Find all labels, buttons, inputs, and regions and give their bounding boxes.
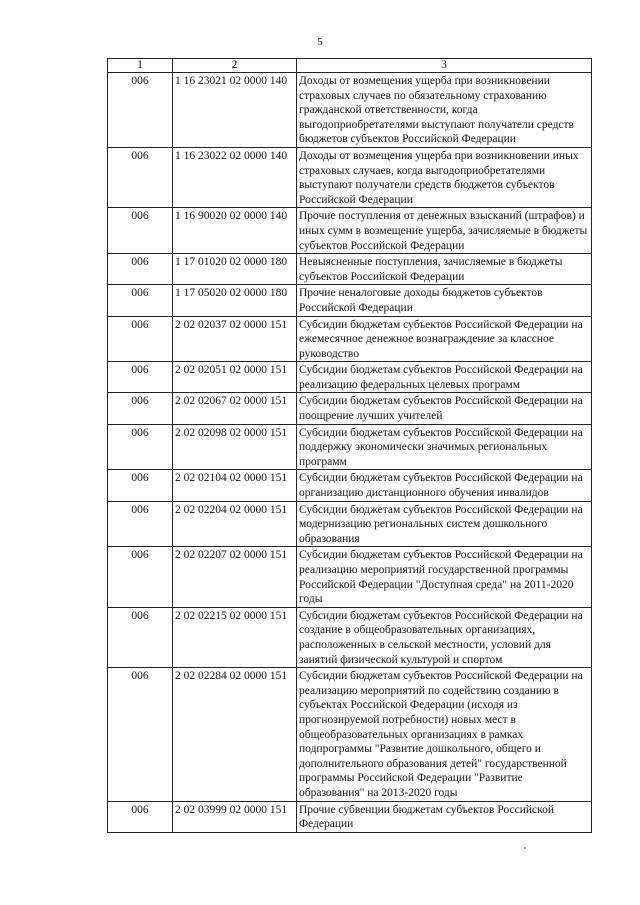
table-row (108, 208, 592, 254)
revenue-name-cell: Субсидии бюджетам субъектов Российской Федерации на поощрение лучших учителей (297, 393, 592, 424)
admin-code-cell: 006 (108, 393, 173, 424)
scan-speck (524, 847, 526, 849)
revenue-name-cell: Прочие поступления от денежных взысканий (штрафов) и иных сумм в возмещение ущерба, зачисляемые в бюджеты субъектов Российской Федерации (297, 208, 592, 254)
revenue-code-cell: 2 02 03999 02 0000 151 (173, 801, 297, 832)
revenue-name-cell: Субсидии бюджетам субъектов Российской Федерации на модернизацию региональных систем дошкольного образования (297, 501, 592, 547)
revenue-code-cell: 2 02 02037 02 0000 151 (173, 316, 297, 362)
admin-code-cell: 006 (108, 254, 173, 285)
table-row (108, 547, 592, 607)
revenue-code-cell: 2 02 02104 02 0000 151 (173, 470, 297, 501)
revenue-name-cell: Доходы от возмещения ущерба при возникновении страховых случаев по обязательному страхованию гражданской ответственности, когда выгодоприобретателями выступают получатели средств бюджетов субъектов Российской Федерации (297, 73, 592, 148)
revenue-code-cell: 2 02 02284 02 0000 151 (173, 668, 297, 801)
admin-code-cell: 006 (108, 362, 173, 393)
revenue-code-cell: 2 02 02098 02 0000 151 (173, 424, 297, 470)
revenue-code-cell: 1 16 23022 02 0000 140 (173, 147, 297, 207)
revenue-code-cell: 2 02 02051 02 0000 151 (173, 362, 297, 393)
table-row (108, 424, 592, 470)
revenue-name-cell: Прочие субвенции бюджетам субъектов Российской Федерации (297, 801, 592, 832)
page-number: 5 (317, 36, 323, 48)
table-row (108, 254, 592, 285)
revenue-code-cell: 2 02 02067 02 0000 151 (173, 393, 297, 424)
table-row (108, 393, 592, 424)
admin-code-cell: 006 (108, 801, 173, 832)
revenue-name-cell: Субсидии бюджетам субъектов Российской Федерации на организацию дистанционного обучения инвалидов (297, 470, 592, 501)
table-row (108, 147, 592, 207)
revenue-name-cell: Субсидии бюджетам субъектов Российской Федерации на реализацию мероприятий по содействию созданию в субъектах Российской Федерации (исходя из прогнозируемой потребности) новых мест в общеобразовательных организациях в рамках подпрограммы "Развитие дошкольного, общего и дополнительного образования детей" государственной программы Российской Федерации "Развитие образования" на 2013-2020 годы (297, 668, 592, 801)
admin-code-cell: 006 (108, 501, 173, 547)
table-row (108, 668, 592, 801)
revenue-code-cell: 1 17 05020 02 0000 180 (173, 285, 297, 316)
table-row (108, 285, 592, 316)
table-row (108, 316, 592, 362)
column-header-1: 1 (108, 59, 173, 73)
table-row (108, 470, 592, 501)
table-row (108, 801, 592, 832)
column-header-3: 3 (297, 59, 592, 73)
revenue-name-cell: Субсидии бюджетам субъектов Российской Федерации на создание в общеобразовательных организациях, расположенных в сельской местности, условий для занятий физической культурой и спортом (297, 607, 592, 667)
admin-code-cell: 006 (108, 607, 173, 667)
table-row (108, 73, 592, 148)
revenue-name-cell: Невыясненные поступления, зачисляемые в бюджеты субъектов Российской Федерации (297, 254, 592, 285)
table-header-row (108, 59, 592, 73)
revenue-name-cell: Субсидии бюджетам субъектов Российской Федерации на реализацию федеральных целевых программ (297, 362, 592, 393)
revenue-code-cell: 2 02 02207 02 0000 151 (173, 547, 297, 607)
revenue-code-cell: 1 16 90020 02 0000 140 (173, 208, 297, 254)
admin-code-cell: 006 (108, 208, 173, 254)
admin-code-cell: 006 (108, 285, 173, 316)
admin-code-cell: 006 (108, 424, 173, 470)
admin-code-cell: 006 (108, 668, 173, 801)
admin-code-cell: 006 (108, 316, 173, 362)
table-row (108, 607, 592, 667)
table-row (108, 501, 592, 547)
admin-code-cell: 006 (108, 547, 173, 607)
admin-code-cell: 006 (108, 73, 173, 148)
revenue-code-cell: 1 16 23021 02 0000 140 (173, 73, 297, 148)
table-row (108, 362, 592, 393)
budget-revenue-table (107, 58, 592, 833)
admin-code-cell: 006 (108, 147, 173, 207)
revenue-name-cell: Прочие неналоговые доходы бюджетов субъектов Российской Федерации (297, 285, 592, 316)
column-header-2: 2 (173, 59, 297, 73)
admin-code-cell: 006 (108, 470, 173, 501)
revenue-name-cell: Субсидии бюджетам субъектов Российской Федерации на реализацию мероприятий государственной программы Российской Федерации "Доступная среда" на 2011-2020 годы (297, 547, 592, 607)
revenue-code-cell: 2 02 02204 02 0000 151 (173, 501, 297, 547)
revenue-name-cell: Субсидии бюджетам субъектов Российской Федерации на поддержку экономически значимых региональных программ (297, 424, 592, 470)
revenue-name-cell: Субсидии бюджетам субъектов Российской Федерации на ежемесячное денежное вознаграждение за классное руководство (297, 316, 592, 362)
revenue-name-cell: Доходы от возмещения ущерба при возникновении иных страховых случаев, когда выгодоприобретателями выступают получатели средств бюджетов субъектов Российской Федерации (297, 147, 592, 207)
revenue-code-cell: 1 17 01020 02 0000 180 (173, 254, 297, 285)
revenue-code-cell: 2 02 02215 02 0000 151 (173, 607, 297, 667)
